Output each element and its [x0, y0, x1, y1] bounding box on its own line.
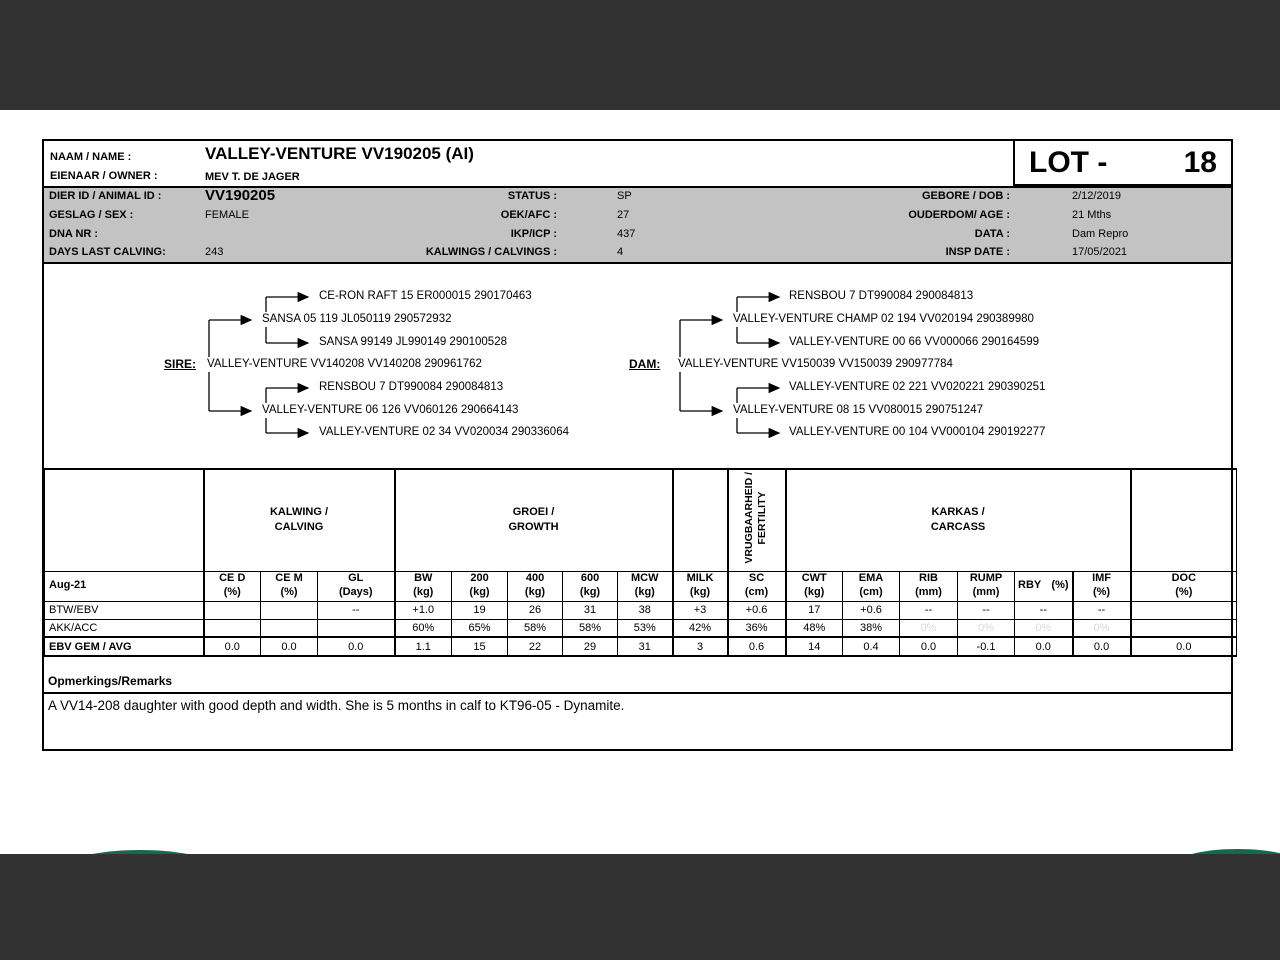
ebv-cell: +1.0: [395, 601, 452, 619]
acc-cell: 58%: [508, 619, 563, 637]
acc-cell: [261, 619, 318, 637]
dam-maternal-granddam-dam: VALLEY-VENTURE 00 104 VV000104 290192277: [789, 426, 1046, 438]
sire-label: SIRE:: [164, 357, 197, 371]
dam-paternal-grandsire-sire: RENSBOU 7 DT990084 290084813: [789, 290, 974, 302]
ebv-group-header-row: [45, 469, 1237, 571]
dam-maternal-granddam-sire: VALLEY-VENTURE 02 221 VV020221 290390251: [789, 381, 1046, 393]
ebv-cell: 19: [452, 601, 508, 619]
col-bw: BW (kg): [395, 571, 452, 601]
ebv-cell: --: [900, 601, 958, 619]
insp-date-label: INSP DATE :: [945, 246, 1010, 258]
days-last-calving-value: 243: [205, 246, 224, 258]
animal-id-band: [44, 186, 1231, 264]
avg-cell: 0.0: [1015, 637, 1073, 656]
data-label: DATA :: [974, 228, 1010, 240]
group-empty-cell: [45, 469, 204, 571]
sire-sire: SANSA 05 119 JL050119 290572932: [262, 313, 452, 325]
group-calving-line2: CALVING: [274, 521, 324, 534]
age-value: 21 Mths: [1072, 209, 1112, 221]
dob-value: 2/12/2019: [1072, 190, 1121, 202]
dam-dam: VALLEY-VENTURE 08 15 VV080015 290751247: [733, 404, 983, 416]
remarks-title: Opmerkings/Remarks: [44, 674, 1231, 694]
group-fertility: [728, 469, 786, 571]
owner-name: MEV T. DE JAGER: [205, 171, 300, 183]
avg-cell: 0.6: [728, 637, 786, 656]
ebv-cell: +0.6: [728, 601, 786, 619]
col-cem: CE M (%): [261, 571, 318, 601]
animal-id-value: VV190205: [205, 187, 276, 204]
avg-cell: 1.1: [395, 637, 452, 656]
acc-cell: 60%: [395, 619, 452, 637]
dob-label: GEBORE / DOB :: [921, 190, 1010, 202]
ebv-cell: [1131, 601, 1237, 619]
acc-cell: 0%: [900, 619, 958, 637]
animal-name: VALLEY-VENTURE VV190205 (AI): [205, 144, 474, 163]
lot-prefix: LOT -: [1029, 145, 1108, 179]
remarks-text: A VV14-208 daughter with good depth and width. She is 5 months in calf to KT96-05 - Dynamite.: [48, 698, 625, 713]
ebv-cell: [261, 601, 318, 619]
acc-cell: 0%: [1073, 619, 1131, 637]
ebv-cell: +0.6: [843, 601, 900, 619]
dam-sire: VALLEY-VENTURE CHAMP 02 194 VV020194 290389980: [733, 313, 1034, 325]
acc-cell: 36%: [728, 619, 786, 637]
dam-name: VALLEY-VENTURE VV150039 VV150039 290977784: [678, 358, 953, 370]
calvings-label: KALWINGS / CALVINGS :: [425, 246, 557, 258]
id-row: [44, 246, 1231, 265]
name-label: NAAM / NAME :: [50, 151, 132, 163]
group-carcass-line2: CARCASS: [930, 521, 986, 534]
owner-label: EIENAAR / OWNER :: [50, 170, 158, 182]
avg-cell: 3: [673, 637, 728, 656]
acc-cell: 0%: [1015, 619, 1073, 637]
calvings-value: 4: [617, 246, 624, 258]
col-rump: RUMP (mm): [958, 571, 1015, 601]
dna-label: DNA NR :: [49, 228, 99, 240]
row-label-avg: EBV GEM / AVG: [45, 637, 204, 656]
id-row: [44, 209, 1231, 228]
status-value: SP: [617, 190, 632, 202]
data-value: Dam Repro: [1072, 228, 1129, 240]
ebv-cell: 17: [786, 601, 843, 619]
row-label-acc: AKK/ACC: [45, 619, 204, 637]
group-fertility-vertical-text: VRUGBAARHEID / FERTILITY: [743, 472, 769, 564]
acc-cell: 53%: [618, 619, 673, 637]
sire-maternal-granddam-sire: RENSBOU 7 DT990084 290084813: [319, 381, 504, 393]
acc-cell: 58%: [563, 619, 618, 637]
insp-date-value: 17/05/2021: [1072, 246, 1128, 258]
breed-average-row: [45, 637, 1237, 656]
col-cwt: CWT (kg): [786, 571, 843, 601]
group-growth-line2: GROWTH: [508, 521, 559, 534]
sex-value: FEMALE: [205, 209, 250, 221]
accuracy-row: [45, 619, 1237, 637]
col-200: 200 (kg): [452, 571, 508, 601]
col-mcw: MCW (kg): [618, 571, 673, 601]
letterbox-bottom: [0, 854, 1280, 960]
col-milk: MILK (kg): [673, 571, 728, 601]
avg-cell: 0.0: [1131, 637, 1237, 656]
avg-cell: 0.0: [1073, 637, 1131, 656]
ebv-cell: --: [958, 601, 1015, 619]
ebv-cell: --: [318, 601, 395, 619]
row-label-ebv: BTW/EBV: [45, 601, 204, 619]
animal-id-label: DIER ID / ANIMAL ID :: [49, 190, 162, 202]
group-milk-empty: [673, 469, 728, 571]
acc-cell: [318, 619, 395, 637]
id-row: [44, 187, 1231, 209]
lot-number: 18: [1183, 145, 1217, 179]
sire-name: VALLEY-VENTURE VV140208 VV140208 290961762: [207, 358, 482, 370]
afc-label: OEK/AFC :: [500, 209, 557, 221]
icp-label: IKP/ICP :: [510, 228, 557, 240]
lot-sheet: [42, 139, 1233, 751]
acc-cell: 0%: [958, 619, 1015, 637]
avg-cell: 14: [786, 637, 843, 656]
group-calving: [204, 469, 395, 571]
col-600: 600 (kg): [563, 571, 618, 601]
acc-cell: [1131, 619, 1237, 637]
ebv-cell: --: [1073, 601, 1131, 619]
sire-paternal-grandsire-sire: CE-RON RAFT 15 ER000015 290170463: [319, 290, 532, 302]
acc-cell: 42%: [673, 619, 728, 637]
ebv-row: [45, 601, 1237, 619]
afc-value: 27: [617, 209, 630, 221]
sire-dam: VALLEY-VENTURE 06 126 VV060126 290664143: [262, 404, 519, 416]
group-carcass-line1: KARKAS /: [931, 506, 985, 519]
sire-paternal-grandsire-dam: SANSA 99149 JL990149 290100528: [319, 336, 507, 348]
avg-cell: 29: [563, 637, 618, 656]
group-growth: [395, 469, 673, 571]
ebv-cell: [204, 601, 261, 619]
age-label: OUDERDOM/ AGE :: [908, 209, 1010, 221]
dam-paternal-grandsire-dam: VALLEY-VENTURE 00 66 VV000066 290164599: [789, 336, 1039, 348]
acc-cell: 38%: [843, 619, 900, 637]
ebv-period: Aug-21: [45, 571, 204, 601]
avg-cell: -0.1: [958, 637, 1015, 656]
sire-maternal-granddam-dam: VALLEY-VENTURE 02 34 VV020034 290336064: [319, 426, 569, 438]
days-last-calving-label: DAYS LAST CALVING:: [49, 246, 166, 258]
sex-label: GESLAG / SEX :: [49, 209, 134, 221]
group-calving-line1: KALWING /: [269, 506, 329, 519]
col-sc: SC (cm): [728, 571, 786, 601]
acc-cell: 65%: [452, 619, 508, 637]
id-row: [44, 228, 1231, 247]
col-doc: DOC (%): [1131, 571, 1237, 601]
ebv-cell: 31: [563, 601, 618, 619]
col-gl: GL (Days): [318, 571, 395, 601]
group-doc-empty: [1131, 469, 1237, 571]
avg-cell: 15: [452, 637, 508, 656]
group-growth-line1: GROEI /: [512, 506, 555, 519]
avg-cell: 0.0: [261, 637, 318, 656]
status-label: STATUS :: [507, 190, 557, 202]
ebv-table: [44, 468, 1237, 657]
col-rby: RBY (%): [1015, 571, 1073, 601]
dam-label: DAM:: [629, 357, 661, 371]
letterbox-top: [0, 0, 1280, 110]
avg-cell: 0.0: [318, 637, 395, 656]
ebv-cell: 38: [618, 601, 673, 619]
avg-cell: 0.4: [843, 637, 900, 656]
ebv-cell: +3: [673, 601, 728, 619]
avg-cell: 0.0: [900, 637, 958, 656]
acc-cell: 48%: [786, 619, 843, 637]
col-400: 400 (kg): [508, 571, 563, 601]
col-imf: IMF (%): [1073, 571, 1131, 601]
ebv-column-header-row: [45, 571, 1237, 601]
lot-box: [1013, 141, 1231, 186]
col-ema: EMA (cm): [843, 571, 900, 601]
avg-cell: 0.0: [204, 637, 261, 656]
ebv-cell: 26: [508, 601, 563, 619]
col-ced: CE D (%): [204, 571, 261, 601]
icp-value: 437: [617, 228, 636, 240]
avg-cell: 31: [618, 637, 673, 656]
avg-cell: 22: [508, 637, 563, 656]
pedigree-section: [44, 266, 1231, 469]
group-carcass: [786, 469, 1131, 571]
col-rib: RIB (mm): [900, 571, 958, 601]
acc-cell: [204, 619, 261, 637]
ebv-cell: --: [1015, 601, 1073, 619]
